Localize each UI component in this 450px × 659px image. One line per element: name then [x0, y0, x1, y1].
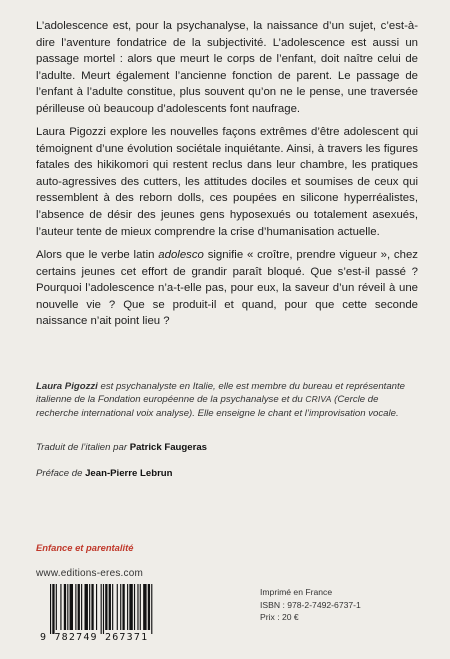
barcode-bar	[50, 584, 51, 634]
summary-paragraph-1: L’adolescence est, pour la psychanalyse, la naissance d’un sujet, c’est-à-dire l’aventure fondatrice de la subjectivité. L’adolescence est aussi un passage mortel : alors que meurt le corps de l’enfant, doit naître celui de l’adulte. Meurt également l’ancienne fonction de parent. Le passage de l’enfant à l’adulte constitue, plus souvent qu’on ne le pense, une traversée périlleuse où beaucoup d’adolescents font naufrage.	[36, 20, 418, 115]
price-text: Prix : 20 €	[260, 612, 299, 623]
barcode-bar	[140, 584, 141, 630]
barcode-bar	[148, 584, 150, 630]
barcode-bar	[112, 584, 113, 630]
printed-in: Imprimé en France	[260, 587, 333, 597]
translation-prefix: Traduit de l’italien par	[36, 442, 130, 453]
bio-criva: CRIVA	[305, 394, 332, 405]
barcode-bar	[64, 584, 66, 630]
barcode-bar	[85, 584, 88, 630]
print-info	[260, 586, 361, 624]
barcode-bar	[151, 584, 152, 634]
barcode-bar	[67, 584, 68, 630]
p3-text-before: Alors que le verbe latin	[36, 249, 159, 261]
isbn-text: ISBN : 978-2-7492-6737-1	[260, 599, 361, 610]
barcode-bar	[81, 584, 82, 630]
translation-credit	[36, 442, 418, 453]
publisher-website[interactable]: www.editions-eres.com	[36, 568, 144, 579]
barcode-bar	[103, 584, 104, 634]
barcode-bar	[122, 584, 124, 630]
barcode-bar	[96, 584, 97, 630]
bio-text-2: (Cercle de recherche international voix analyse). Elle enseigne le chant et l’improvisation vocale.	[36, 394, 399, 419]
barcode-bar	[56, 584, 57, 630]
barcode-bar	[75, 584, 76, 630]
barcode-bar	[101, 584, 102, 634]
summary-paragraph-2: Laura Pigozzi explore les nouvelles façons extrêmes d’être adolescent qui témoignent d’une évolution sociétale inquiétante. Ainsi, à travers les figures fatales des hikikomori qui restent reclus dans leur chambre, les pratiques auto-agressives des cutters, les attitudes dociles et soumises de ceux qui ressemblent à des reborn dolls, ces poupées en silicone hyperréalistes, l’absence de désir des jeunes gens hyposexués ou totalement asexués, l’auteur tente de mieux comprendre la crise d’humanisation actuelle.	[36, 126, 418, 238]
barcode-bar	[134, 584, 135, 630]
p3-text-after: signifie « croître, prendre vigueur », chez certains jeunes cet effort de grandir paraît bloqué. Que s’est-il passé ? Pourquoi l’adolescence n’a-t-elle pas, pour eux, la saveur d’un réveil à une nouvelle vie ? Que se produit-il et quand, pour que cette seconde naissance n’ait point lieu ?	[36, 249, 418, 328]
translator-name: Patrick Faugeras	[129, 442, 208, 453]
barcode-bar	[91, 584, 93, 630]
barcode-bar	[78, 584, 80, 630]
summary-paragraph-3	[36, 247, 418, 330]
barcode-bar	[70, 584, 73, 630]
barcode-bar	[129, 584, 132, 630]
preface-prefix: Préface de	[36, 468, 86, 479]
p3-latin-word: adolesco	[158, 249, 204, 261]
barcode-bar	[60, 584, 61, 630]
barcode-bar	[89, 584, 90, 630]
barcode-bar	[52, 584, 54, 634]
barcode-bar	[137, 584, 138, 630]
isbn-barcode	[48, 584, 194, 636]
barcode-bar	[143, 584, 146, 630]
collection-name: Enfance et parentalité	[36, 542, 134, 553]
barcode-bar	[120, 584, 121, 630]
barcode-bar	[105, 584, 107, 630]
bio-text-1: est psychanalyste en Italie, elle est membre du bureau et représentante italienne de la Fondation européenne de la psychanalyse et du	[36, 381, 406, 406]
preface-credit	[36, 468, 418, 479]
barcode-graphic	[48, 584, 194, 634]
barcode-bar	[127, 584, 128, 630]
barcode-bar	[117, 584, 118, 630]
barcode-digits: 9 782749 267371	[40, 632, 149, 643]
barcode-bar	[109, 584, 111, 630]
preface-author: Jean-Pierre Lebrun	[85, 468, 173, 479]
author-bio	[36, 380, 418, 420]
author-name: Laura Pigozzi	[36, 381, 98, 392]
